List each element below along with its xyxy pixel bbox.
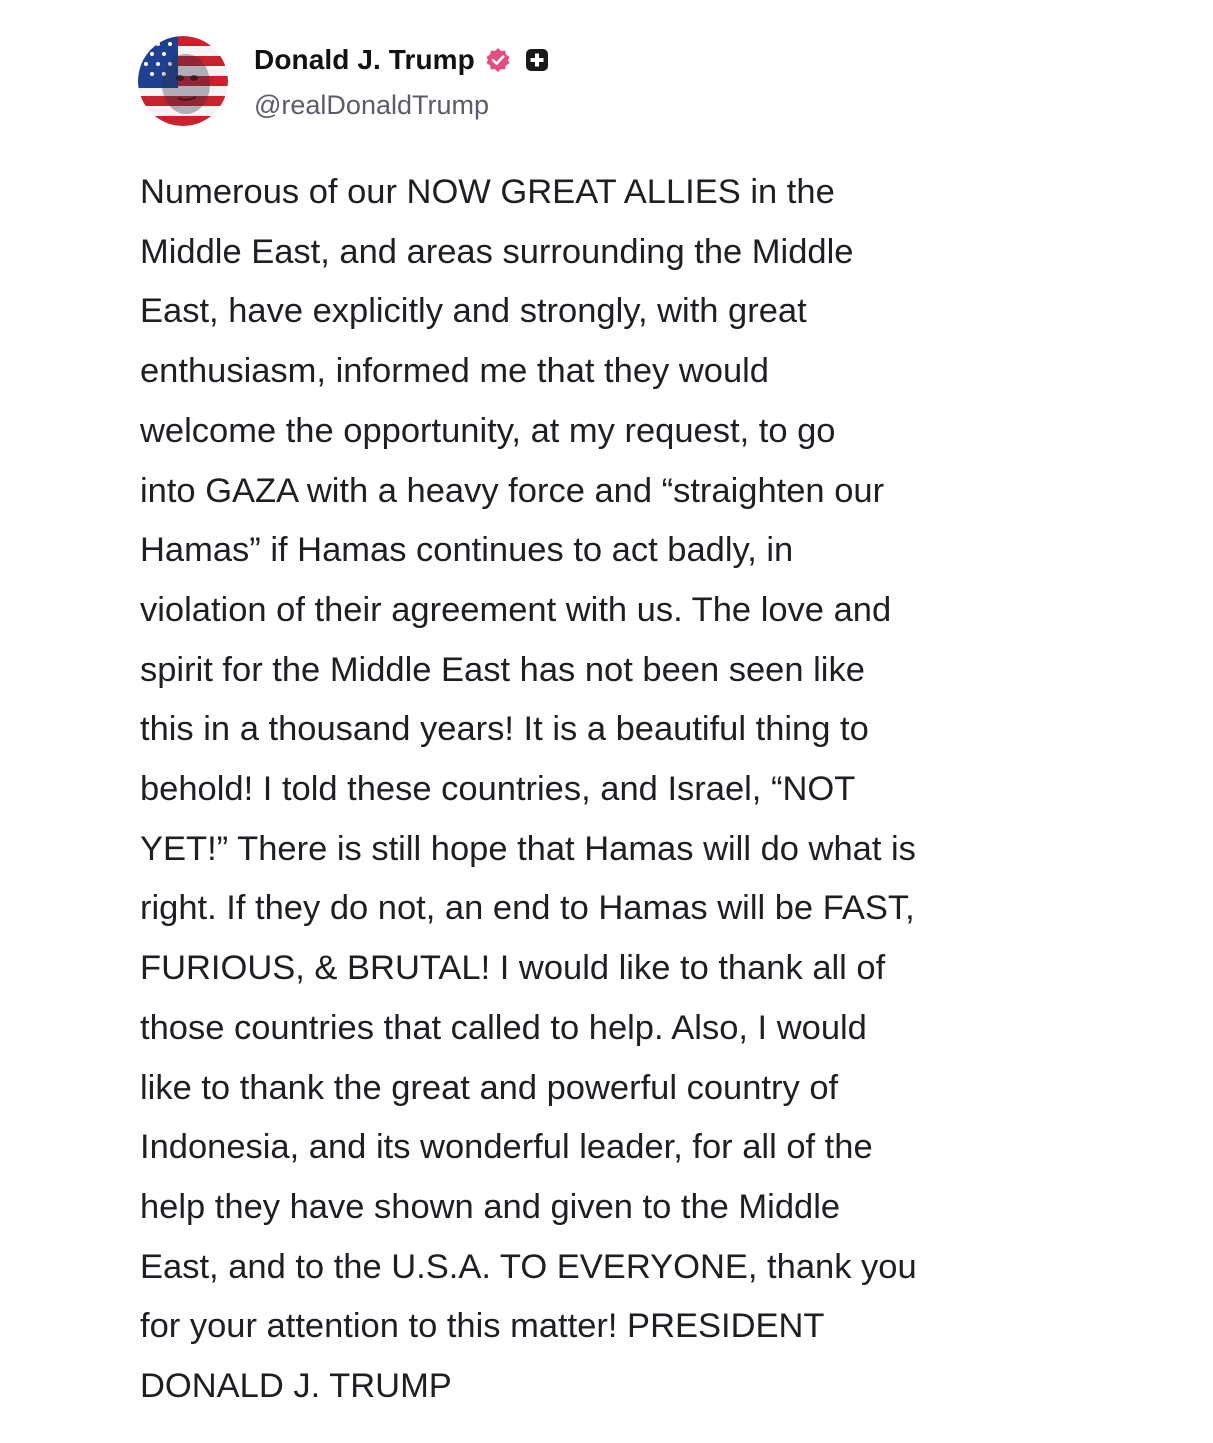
post-body-line: spirit for the Middle East has not been seen like	[140, 650, 865, 689]
post-body-line: this in a thousand years! It is a beautiful thing to	[140, 710, 869, 749]
plus-badge-icon	[525, 48, 549, 72]
post-header	[138, 36, 549, 128]
post-body-line: right. If they do not, an end to Hamas will be FAST,	[140, 889, 915, 928]
post-body-line: those countries that called to help. Also, I would	[140, 1008, 867, 1047]
post-body-line: violation of their agreement with us. The love and	[140, 590, 892, 629]
post-body-line: DONALD J. TRUMP	[140, 1367, 452, 1406]
post-body-line: East, have explicitly and strongly, with great	[140, 292, 807, 331]
author-handle[interactable]: @realDonaldTrump	[254, 90, 489, 120]
avatar-image	[138, 36, 228, 126]
post-body-line: for your attention to this matter! PRESIDENT	[140, 1307, 825, 1346]
post-body-line: help they have shown and given to the Middle	[140, 1187, 841, 1226]
author-display-name[interactable]: Donald J. Trump	[254, 44, 475, 75]
post-body-line: behold! I told these countries, and Israel, “NOT	[140, 770, 856, 809]
verified-badge-icon	[485, 47, 511, 73]
post-body-line: Numerous of our NOW GREAT ALLIES in the	[140, 173, 835, 211]
post-body-line: Middle East, and areas surrounding the Middle	[140, 232, 854, 271]
post-body-line: welcome the opportunity, at my request, to go	[140, 411, 836, 450]
post-body-line: East, and to the U.S.A. TO EVERYONE, thank you	[140, 1247, 917, 1286]
author-info	[254, 36, 549, 121]
post-body-line: Indonesia, and its wonderful leader, for all of the	[140, 1128, 873, 1167]
post-body-line: like to thank the great and powerful country of	[140, 1068, 839, 1107]
post-body-line: enthusiasm, informed me that they would	[140, 352, 769, 391]
post-body-line: Hamas” if Hamas continues to act badly, in	[140, 531, 794, 570]
post-body-line: into GAZA with a heavy force and “straighten our	[140, 471, 885, 510]
post-body-line: YET!” There is still hope that Hamas will do what is	[140, 829, 916, 868]
name-row	[254, 42, 549, 78]
avatar[interactable]	[138, 36, 228, 126]
post-body	[140, 163, 1080, 1417]
post-body-line: FURIOUS, & BRUTAL! I would like to thank all of	[140, 949, 886, 988]
